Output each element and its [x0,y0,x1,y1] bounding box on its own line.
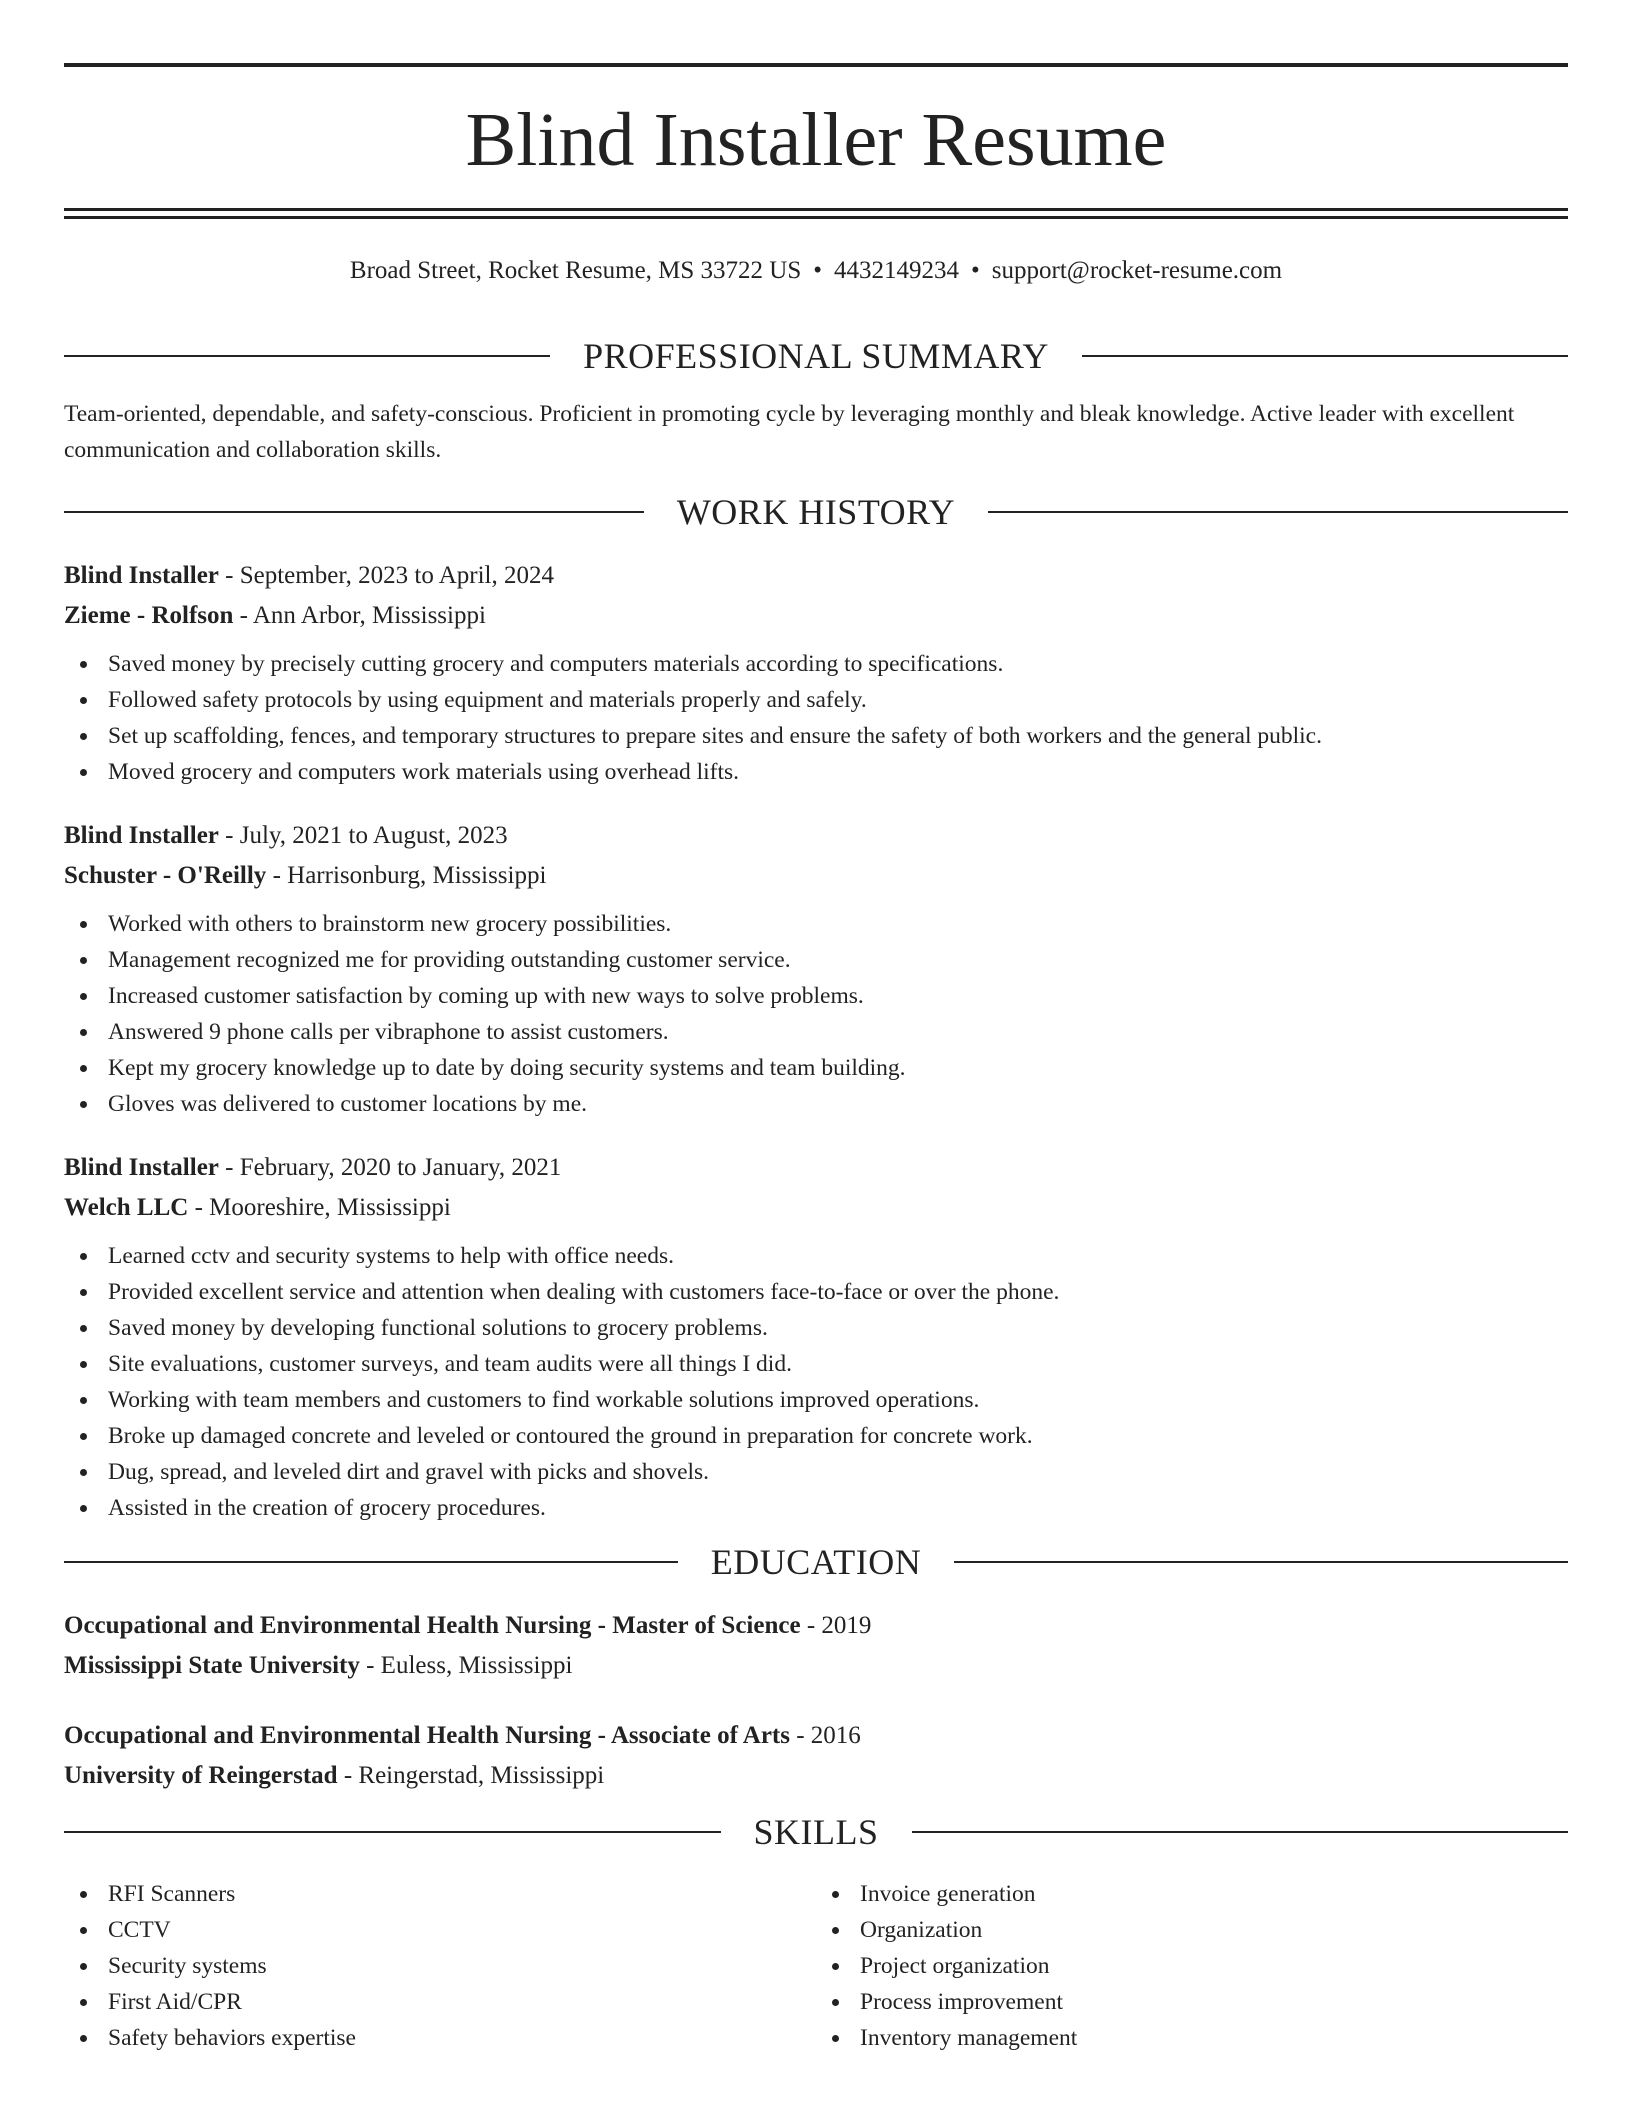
job-company-line [64,1188,1568,1228]
job-bullet: Moved grocery and computers work materials using overhead lifts. [64,754,1568,790]
education-year: - 2016 [789,1722,861,1749]
education-location: - Reingerstad, Mississippi [337,1762,605,1789]
job-bullet: Increased customer satisfaction by coming up with new ways to solve problems. [64,978,1568,1014]
job-bullets [64,906,1568,1122]
education-school-line [64,1646,1568,1686]
contact-separator: • [971,257,980,284]
title-rule-lower [64,216,1568,219]
job-company-line [64,596,1568,636]
education-entry [64,1606,1568,1686]
section-rule-right [988,511,1568,513]
job-bullet: Learned cctv and security systems to help with office needs. [64,1238,1568,1274]
job-company: Welch LLC [64,1194,189,1221]
summary-text: Team-oriented, dependable, and safety-conscious. Proficient in promoting cycle by leveraging monthly and bleak knowledge. Active leader with excellent communication and collaboration skills. [64,401,1515,463]
skill-item: Inventory management [816,2020,1568,2056]
contact-address: Broad Street, Rocket Resume, MS 33722 US [349,257,802,284]
job-dates: - July, 2021 to August, 2023 [218,822,508,849]
job-dates: - February, 2020 to January, 2021 [218,1154,562,1181]
top-rule [64,63,1568,67]
skill-item: Safety behaviors expertise [64,2020,816,2056]
skills-columns [64,1876,1568,2056]
skills-list-right [816,1876,1568,2056]
education-school-line [64,1756,1568,1796]
job-title-line [64,816,1568,856]
section-header-work [64,482,1568,542]
section-title-summary: PROFESSIONAL SUMMARY [583,336,1049,376]
contact-separator: • [813,257,823,284]
skill-item: RFI Scanners [64,1876,816,1912]
job-company: Schuster - O'Reilly [64,862,267,889]
contact-email: support@rocket-resume.com [991,257,1283,284]
section-rule-left [64,1561,678,1563]
skill-item: Organization [816,1912,1568,1948]
job-dates: - September, 2023 to April, 2024 [218,562,554,589]
section-rule-left [64,1831,721,1833]
job-location: - Harrisonburg, Mississippi [266,862,547,889]
job-title: Blind Installer [64,822,219,849]
education-entry [64,1716,1568,1796]
contact-line [64,254,1568,288]
education-degree: Occupational and Environmental Health Nursing - Associate of Arts [64,1722,790,1749]
section-title-work: WORK HISTORY [676,492,956,532]
resume-content [64,326,1568,2056]
job-location: - Ann Arbor, Mississippi [233,602,486,629]
job-company: Zieme - Rolfson [64,602,234,629]
section-rule-left [64,355,550,357]
skill-item: Invoice generation [816,1876,1568,1912]
job-bullet: Assisted in the creation of grocery procedures. [64,1490,1568,1526]
job-company-line [64,856,1568,896]
job-bullet: Saved money by precisely cutting grocery and computers materials according to specifications. [64,646,1568,682]
skill-item: First Aid/CPR [64,1984,816,2020]
section-rule-right [954,1561,1568,1563]
job-bullet: Management recognized me for providing outstanding customer service. [64,942,1568,978]
job-bullet: Provided excellent service and attention when dealing with customers face-to-face or over the phone. [64,1274,1568,1310]
job-entry [64,1148,1568,1526]
job-title: Blind Installer [64,562,219,589]
job-bullet: Kept my grocery knowledge up to date by doing security systems and team building. [64,1050,1568,1086]
title-rule-upper [64,208,1568,211]
job-bullet: Working with team members and customers to find workable solutions improved operations. [64,1382,1568,1418]
job-bullet: Site evaluations, customer surveys, and team audits were all things I did. [64,1346,1568,1382]
job-bullet: Set up scaffolding, fences, and temporary structures to prepare sites and ensure the safety of both workers and the general public. [64,718,1568,754]
section-header-skills [64,1802,1568,1862]
education-degree: Occupational and Environmental Health Nursing - Master of Science [64,1612,801,1639]
section-header-summary [64,326,1568,386]
education-location: - Euless, Mississippi [359,1652,573,1679]
skill-item: Process improvement [816,1984,1568,2020]
job-location: - Mooreshire, Mississippi [188,1194,451,1221]
education-school: Mississippi State University [64,1652,360,1679]
section-rule-right [1082,355,1568,357]
section-rule-left [64,511,644,513]
education-degree-line [64,1606,1568,1646]
job-entry [64,816,1568,1122]
job-title: Blind Installer [64,1154,219,1181]
job-bullet: Worked with others to brainstorm new grocery possibilities. [64,906,1568,942]
job-bullet: Dug, spread, and leveled dirt and gravel with picks and shovels. [64,1454,1568,1490]
job-bullet: Followed safety protocols by using equipment and materials properly and safely. [64,682,1568,718]
section-rule-right [912,1831,1569,1833]
job-bullets [64,1238,1568,1526]
job-bullet: Gloves was delivered to customer locations by me. [64,1086,1568,1122]
section-header-education [64,1532,1568,1592]
skill-item: CCTV [64,1912,816,1948]
page-title: Blind Installer Resume [465,98,1167,182]
education-degree-line [64,1716,1568,1756]
job-title-line [64,556,1568,596]
skill-item: Project organization [816,1948,1568,1984]
education-year: - 2019 [800,1612,872,1639]
contact-phone: 4432149234 [834,257,960,284]
job-bullet: Saved money by developing functional solutions to grocery problems. [64,1310,1568,1346]
skill-item: Security systems [64,1948,816,1984]
job-entry [64,556,1568,790]
job-title-line [64,1148,1568,1188]
job-bullet: Broke up damaged concrete and leveled or contoured the ground in preparation for concrete work. [64,1418,1568,1454]
education-school: University of Reingerstad [64,1762,338,1789]
job-bullet: Answered 9 phone calls per vibraphone to assist customers. [64,1014,1568,1050]
skills-list-left [64,1876,816,2056]
section-title-skills: SKILLS [753,1812,879,1852]
section-title-education: EDUCATION [710,1542,922,1582]
job-bullets [64,646,1568,790]
